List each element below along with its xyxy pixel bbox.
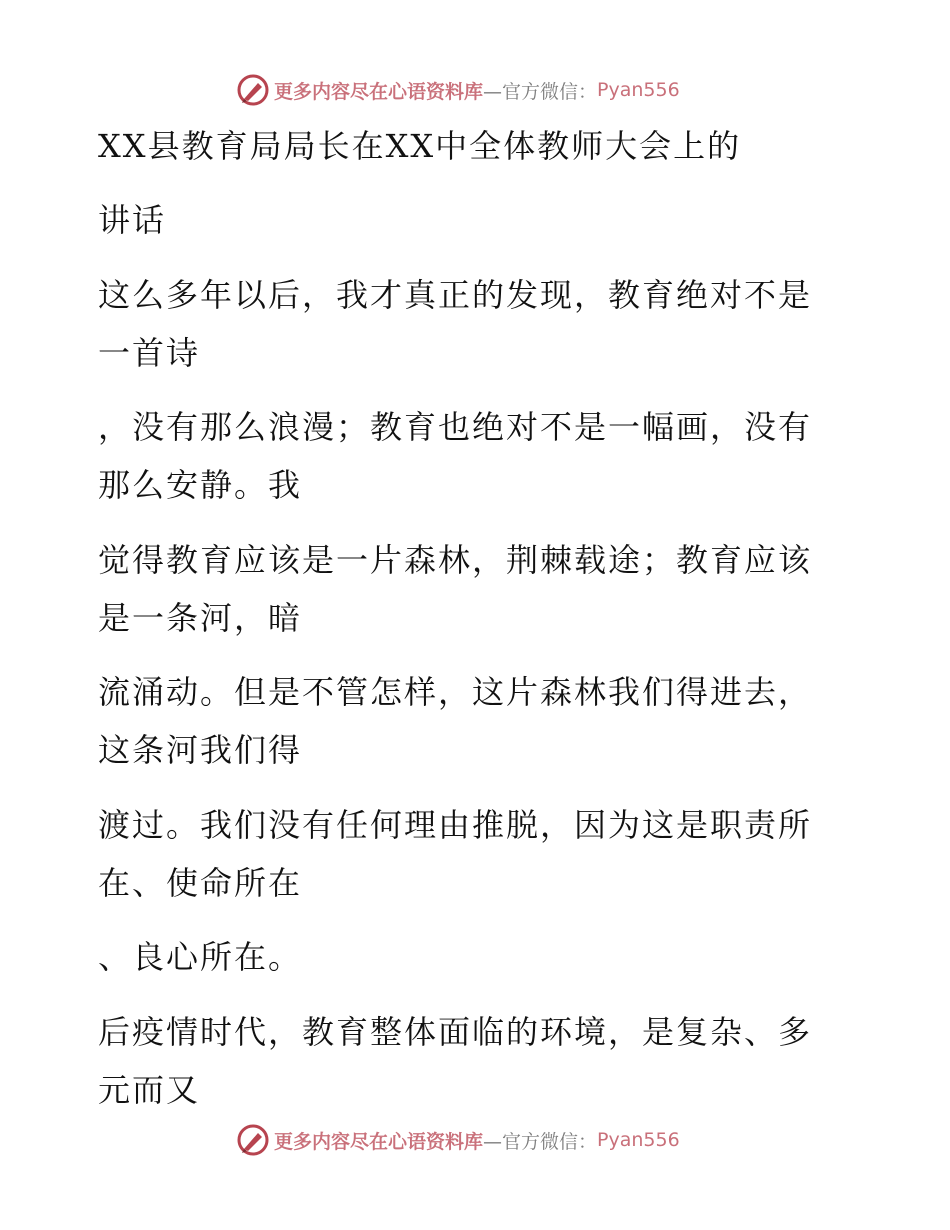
body-line: 、良心所在。: [98, 938, 303, 976]
document-title-line-2: 讲话: [98, 201, 167, 239]
header-watermark: [236, 73, 680, 107]
body-line: 一首诗: [98, 334, 201, 372]
watermark-main-text: 更多内容尽在心语资料库: [274, 1130, 484, 1153]
watermark-wechat-id: Pyan556: [597, 1129, 680, 1151]
pen-logo-icon: [236, 73, 270, 107]
watermark-sub-text: —官方微信：: [483, 1130, 598, 1153]
footer-watermark: [236, 1123, 680, 1157]
body-line: ，没有那么浪漫；教育也绝对不是一幅画，没有: [98, 408, 813, 446]
pen-logo-icon: [236, 1123, 270, 1157]
body-line: 后疫情时代，教育整体面临的环境，是复杂、多: [98, 1013, 813, 1051]
body-line: 元而又: [98, 1071, 201, 1109]
body-line: 觉得教育应该是一片森林，荆棘载途；教育应该: [98, 541, 813, 579]
body-line: 这么多年以后，我才真正的发现，教育绝对不是: [98, 276, 813, 314]
body-line: 渡过。我们没有任何理由推脱，因为这是职责所: [98, 806, 813, 844]
body-line: 那么安静。我: [98, 466, 303, 504]
watermark-wechat-id: Pyan556: [597, 79, 680, 101]
body-line: 流涌动。但是不管怎样，这片森林我们得进去，: [98, 673, 813, 711]
watermark-sub-text: —官方微信：: [483, 80, 598, 103]
watermark-main-text: 更多内容尽在心语资料库: [274, 80, 484, 103]
body-line: 这条河我们得: [98, 731, 303, 769]
document-title-line-1: XX县教育局局长在XX中全体教师大会上的: [98, 127, 742, 165]
body-line: 是一条河，暗: [98, 599, 303, 637]
body-line: 在、使命所在: [98, 864, 303, 902]
